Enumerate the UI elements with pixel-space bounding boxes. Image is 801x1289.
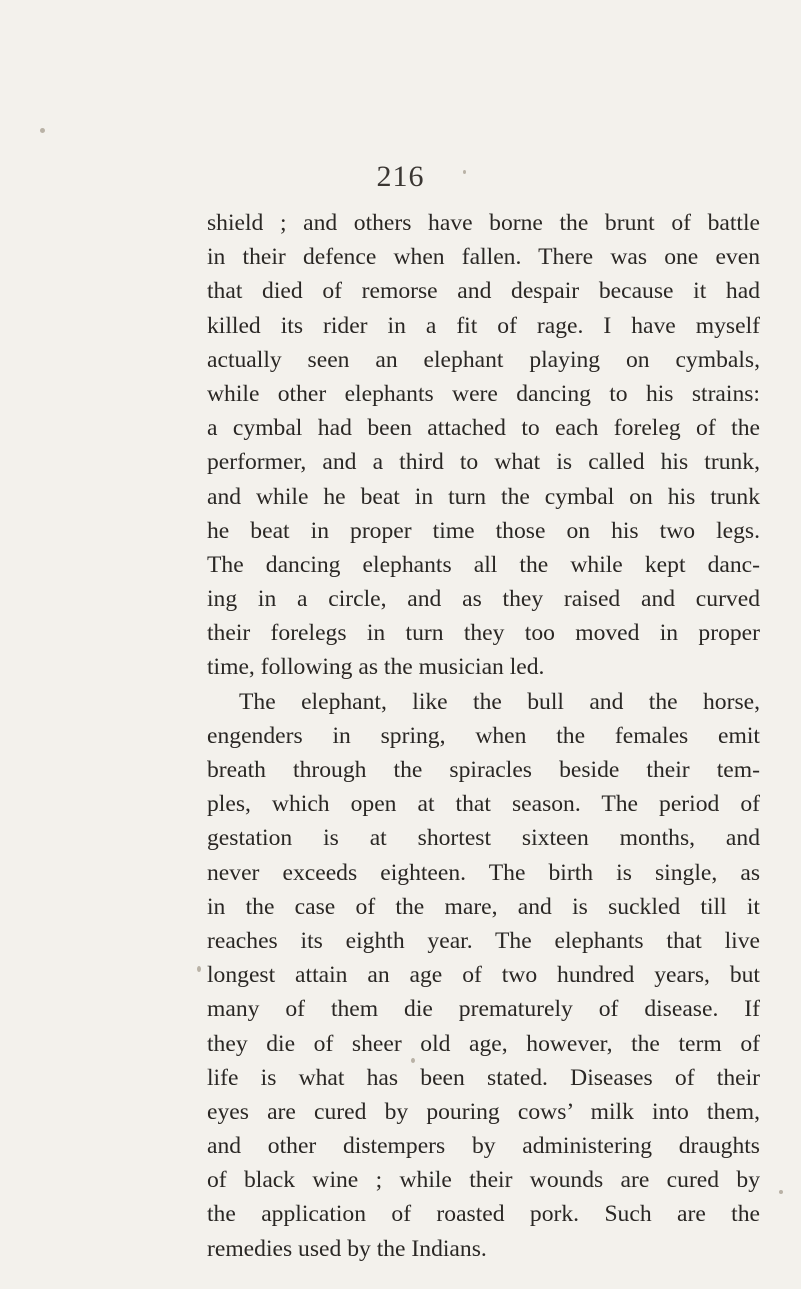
paper-speck xyxy=(779,1190,783,1194)
text-line: engenders in spring, when the females emit xyxy=(207,722,760,749)
text-line: eyes are cured by pouring cows’ milk into them, xyxy=(207,1098,760,1125)
paper-speck xyxy=(197,966,201,972)
paper-speck xyxy=(463,170,466,174)
text-line: and other distempers by administering draughts xyxy=(207,1133,760,1160)
text-line: breath through the spiracles beside their tem- xyxy=(207,757,760,783)
text-line: gestation is at shortest sixteen months, and xyxy=(207,825,760,852)
text-line: actually seen an elephant playing on cymbals, xyxy=(207,346,760,373)
text-line: many of them die prematurely of disease. If xyxy=(207,996,760,1023)
text-line: ing in a circle, and as they raised and curved xyxy=(207,586,760,613)
text-line: reaches its eighth year. The elephants that live xyxy=(207,927,760,954)
text-line: while other elephants were dancing to his strains: xyxy=(207,380,760,407)
text-line: their forelegs in turn they too moved in proper xyxy=(207,620,760,647)
text-line: in the case of the mare, and is suckled till it xyxy=(207,893,760,920)
text-line: The dancing elephants all the while kept danc- xyxy=(207,551,760,578)
text-line: he beat in proper time those on his two legs. xyxy=(207,517,760,544)
paragraph-2 xyxy=(207,685,760,1266)
text-line: and while he beat in turn the cymbal on his trunk xyxy=(207,483,760,510)
text-line: never exceeds eighteen. The birth is single, as xyxy=(207,859,760,886)
text-line: shield ; and others have borne the brunt of battle xyxy=(207,210,760,236)
paragraph-1 xyxy=(207,206,760,685)
text-line: in their defence when fallen. There was one even xyxy=(207,244,760,271)
text-line: they die of sheer old age, however, the term of xyxy=(207,1030,760,1057)
page-number: 216 xyxy=(376,160,425,193)
text-line: the application of roasted pork. Such are the xyxy=(207,1201,760,1228)
text-line: of black wine ; while their wounds are cured by xyxy=(207,1167,760,1194)
text-line: time, following as the musician led. xyxy=(207,654,545,681)
text-line: life is what has been stated. Diseases of their xyxy=(207,1064,760,1091)
text-line: ples, which open at that season. The period of xyxy=(207,791,760,818)
text-line: that died of remorse and despair because it had xyxy=(207,278,760,305)
paper-speck xyxy=(411,1058,415,1063)
text-line: a cymbal had been attached to each foreleg of the xyxy=(207,415,760,442)
text-line: longest attain an age of two hundred years, but xyxy=(207,962,760,989)
text-line: performer, and a third to what is called his trunk, xyxy=(207,449,760,476)
body-text xyxy=(207,206,760,1266)
text-line: The elephant, like the bull and the horse, xyxy=(239,688,760,715)
text-line: killed its rider in a fit of rage. I have myself xyxy=(207,312,760,339)
text-line: remedies used by the Indians. xyxy=(207,1235,487,1262)
paper-speck xyxy=(40,128,45,133)
